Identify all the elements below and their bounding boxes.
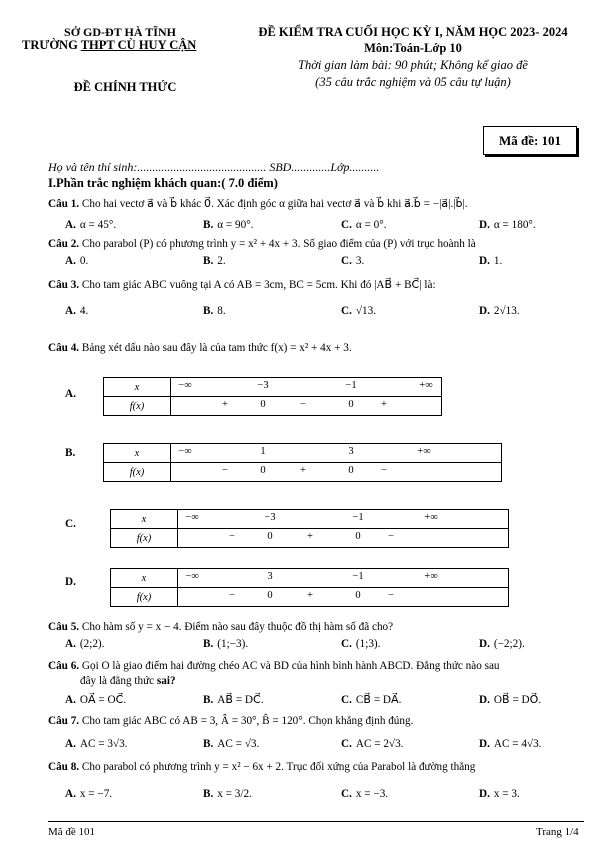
exam-time: Thời gian làm bài: 90 phút; Không kể giao đề [298, 58, 528, 72]
question-3-stem [48, 278, 436, 291]
sign-value: 0 [355, 590, 361, 601]
name-label: Họ và tên thí sinh: [48, 160, 138, 174]
q8-option-c[interactable] [341, 788, 388, 800]
exam-code-box: Mã đề: 101 [483, 126, 577, 155]
q5-option-c[interactable] [341, 638, 380, 650]
footer-exam-code: Mã đề 101 [48, 826, 96, 838]
option-text: AC = 2√3. [355, 738, 404, 750]
option-text: x = −3. [355, 788, 389, 800]
option-text: (1;3). [355, 638, 381, 650]
sign-value: − [229, 531, 235, 542]
x-value: 3 [267, 571, 273, 582]
option-text: (−2;2). [493, 638, 525, 650]
sign-value: + [307, 590, 313, 601]
q7-option-a[interactable] [65, 738, 127, 750]
q5-option-a[interactable] [65, 638, 104, 650]
sign-value: − [229, 590, 235, 601]
option-letter: A. [65, 255, 76, 267]
q1-option-a[interactable] [65, 219, 116, 231]
option-text: CB⃗ = DA⃗. [355, 694, 402, 706]
question-6-stem-cont [80, 675, 176, 687]
fx-header: f(x) [111, 588, 178, 607]
x-value: −3 [257, 380, 269, 391]
sbd-label: SBD [266, 160, 292, 174]
option-letter: B. [203, 694, 214, 706]
x-value: +∞ [419, 380, 433, 391]
option-text: (1;−3). [217, 638, 249, 650]
question-text: Cho parabol (P) có phương trình y = x² + 4x + 3. Số giao điểm của (P) với trục hoành là [81, 238, 476, 250]
question-4-stem [48, 342, 352, 354]
sign-value: 0 [267, 590, 273, 601]
option-letter: C. [341, 255, 352, 267]
option-letter: A. [65, 738, 76, 750]
question-label: Câu 5. [48, 621, 80, 633]
subject: Môn:Toán-Lớp 10 [364, 41, 462, 55]
sign-row [178, 529, 509, 548]
option-letter: B. [203, 305, 214, 317]
sign-row [171, 463, 502, 482]
x-header: x [111, 569, 178, 588]
option-text: OB⃗ = DO⃗. [493, 694, 542, 706]
option-letter: B. [203, 788, 214, 800]
question-text: Gọi O là giao điểm hai đường chéo AC và BD của hình bình hành ABCD. Đẳng thức nào sau [81, 660, 500, 672]
q6-option-c[interactable] [341, 693, 401, 706]
option-text: (2;2). [79, 638, 105, 650]
x-value: 3 [348, 446, 354, 457]
q1-option-b[interactable] [203, 219, 254, 231]
option-text: 4. [79, 305, 89, 317]
option-letter: B. [203, 738, 214, 750]
question-text: Cho hai vectơ a⃗ và b⃗ khác 0⃗. Xác định góc α giữa hai vectơ a⃗ và b⃗ khi a⃗.b⃗ = −|a⃗|.|b⃗|. [81, 198, 468, 210]
x-value: 1 [260, 446, 266, 457]
sign-value: + [381, 399, 387, 410]
question-label: Câu 2. [48, 238, 80, 250]
footer-page-number: Trang 1/4 [536, 826, 579, 838]
sign-row [178, 588, 509, 607]
question-text: Cho hàm số y = x − 4. Điểm nào sau đây thuộc đồ thị hàm số đã cho? [81, 621, 394, 633]
sign-table-c [110, 509, 509, 548]
q5-option-b[interactable] [203, 638, 248, 650]
option-text: α = 0°. [355, 219, 387, 231]
question-7-stem [48, 715, 413, 727]
fx-header: f(x) [104, 397, 171, 416]
option-text: 0. [79, 255, 89, 267]
option-text: 1. [493, 255, 503, 267]
option-text: √13. [355, 305, 377, 317]
section-title: I.Phần trắc nghiệm khách quan:( 7.0 điểm) [48, 176, 278, 190]
option-text: AC = 4√3. [493, 738, 542, 750]
student-info-line [48, 160, 379, 175]
q8-option-a[interactable] [65, 788, 112, 800]
question-label: Câu 7. [48, 715, 80, 727]
q7-option-c[interactable] [341, 738, 403, 750]
table-d-letter[interactable]: D. [65, 576, 76, 588]
q1-option-d[interactable] [479, 219, 536, 231]
option-text: x = 3. [493, 788, 520, 800]
option-letter: B. [203, 638, 214, 650]
q2-option-b[interactable] [203, 255, 226, 267]
sign-value: 0 [348, 465, 354, 476]
option-text: OA⃗ = OC⃗. [79, 694, 127, 706]
q7-option-d[interactable] [479, 738, 541, 750]
official-label: ĐỀ CHÍNH THỨC [73, 80, 177, 94]
option-text: AB⃗ = DC⃗. [217, 694, 264, 706]
class-dots: .......... [349, 160, 380, 174]
sign-value: 0 [260, 465, 266, 476]
q2-option-c[interactable] [341, 255, 364, 267]
option-text: 2. [217, 255, 226, 267]
question-text: Cho tam giác ABC vuông tại A có AB = 3cm, BC = 5cm. Khi đó |AB⃗ + BC⃗| là: [81, 279, 436, 291]
x-value: +∞ [417, 446, 431, 457]
question-label: Câu 4. [48, 342, 80, 354]
q3-option-c[interactable] [341, 305, 376, 317]
sign-value: + [222, 399, 228, 410]
sign-value: + [300, 465, 306, 476]
question-text: Cho tam giác ABC có AB = 3, Â = 30°, B̂ = 120°. Chọn khẳng định đúng. [81, 715, 414, 727]
option-letter: A. [65, 305, 76, 317]
dept-name: SỞ GD-ĐT HÀ TĨNH [64, 25, 176, 39]
option-letter: A. [65, 219, 76, 231]
sign-value: − [388, 531, 394, 542]
option-text: x = −7. [79, 788, 113, 800]
question-label: Câu 3. [48, 279, 80, 291]
x-values-row [171, 378, 442, 397]
option-letter: D. [479, 255, 490, 267]
x-value: −3 [264, 512, 276, 523]
x-header: x [111, 510, 178, 529]
sign-value: − [388, 590, 394, 601]
option-letter: D. [479, 305, 490, 317]
option-letter: C. [341, 305, 352, 317]
option-letter: D. [479, 738, 490, 750]
question-1-stem [48, 197, 468, 210]
option-letter: D. [479, 788, 490, 800]
question-text: Cho parabol có phương trình y = x² − 6x + 2. Trục đối xứng của Parabol là đường thẳng [81, 761, 476, 773]
option-letter: D. [479, 638, 490, 650]
question-text: đây là đẳng thức [80, 675, 155, 687]
q2-option-a[interactable] [65, 255, 88, 267]
class-label: Lớp [330, 160, 350, 174]
question-label: Câu 1. [48, 198, 80, 210]
q1-option-c[interactable] [341, 219, 387, 231]
option-text: α = 90°. [217, 219, 254, 231]
option-letter: D. [479, 219, 490, 231]
sign-value: + [307, 531, 313, 542]
x-header: x [104, 378, 171, 397]
school-name [22, 38, 196, 53]
option-text: AC = 3√3. [79, 738, 128, 750]
question-label: Câu 8. [48, 761, 80, 773]
q2-option-d[interactable] [479, 255, 502, 267]
table-a-letter[interactable]: A. [65, 388, 76, 400]
x-values-row [178, 510, 509, 529]
school-title: THPT CÙ HUY CẬN [80, 38, 197, 52]
sign-value: − [381, 465, 387, 476]
sbd-dots: ............. [291, 160, 331, 174]
option-letter: D. [479, 694, 490, 706]
option-text: x = 3/2. [217, 788, 252, 800]
question-6-stem [48, 660, 500, 672]
x-value: +∞ [424, 512, 438, 523]
table-c-letter[interactable]: C. [65, 518, 76, 530]
question-2-stem [48, 238, 476, 250]
sign-value: 0 [267, 531, 273, 542]
q7-option-b[interactable] [203, 738, 259, 750]
q3-option-b[interactable] [203, 305, 226, 317]
x-value: −∞ [185, 571, 199, 582]
option-text: 3. [355, 255, 365, 267]
sign-row [171, 397, 442, 416]
question-label: Câu 6. [48, 660, 80, 672]
exam-composition: (35 câu trắc nghiệm và 05 câu tự luận) [315, 75, 511, 89]
q6-option-a[interactable] [65, 693, 126, 706]
option-letter: A. [65, 788, 76, 800]
option-letter: A. [65, 638, 76, 650]
sign-table-b [103, 443, 502, 482]
option-letter: C. [341, 219, 352, 231]
sign-table-d [110, 568, 509, 607]
q8-option-b[interactable] [203, 788, 252, 800]
x-values-row [178, 569, 509, 588]
question-text: Bảng xét dấu nào sau đây là của tam thức f(x) = x² + 4x + 3. [81, 342, 352, 354]
name-dots: ........................................... [137, 160, 267, 174]
x-value: −1 [345, 380, 357, 391]
exam-title: ĐỀ KIỂM TRA CUỐI HỌC KỲ I, NĂM HỌC 2023- 2024 [258, 25, 568, 39]
sign-value: 0 [348, 399, 354, 410]
q6-option-b[interactable] [203, 693, 264, 706]
x-value: −∞ [178, 446, 192, 457]
option-letter: C. [341, 694, 352, 706]
sign-value: − [222, 465, 228, 476]
option-letter: B. [203, 255, 214, 267]
question-5-stem [48, 621, 393, 633]
footer-divider [48, 821, 584, 822]
option-letter: C. [341, 738, 352, 750]
q3-option-a[interactable] [65, 305, 88, 317]
question-emphasis: sai? [156, 675, 176, 687]
option-text: α = 45°. [79, 219, 117, 231]
option-letter: A. [65, 694, 76, 706]
q6-option-d[interactable] [479, 693, 541, 706]
option-letter: C. [341, 638, 352, 650]
option-letter: C. [341, 788, 352, 800]
x-header: x [104, 444, 171, 463]
sign-value: 0 [355, 531, 361, 542]
x-value: −1 [352, 571, 364, 582]
option-text: AC = √3. [217, 738, 260, 750]
option-letter: B. [203, 219, 214, 231]
question-8-stem [48, 761, 475, 773]
school-prefix: TRƯỜNG [22, 38, 78, 52]
sign-table-a [103, 377, 442, 416]
x-value: −1 [352, 512, 364, 523]
sign-value: − [300, 399, 306, 410]
option-text: 2√13. [493, 305, 520, 317]
fx-header: f(x) [111, 529, 178, 548]
option-text: 8. [217, 305, 226, 317]
q5-option-d[interactable] [479, 638, 525, 650]
x-value: −∞ [185, 512, 199, 523]
table-b-letter[interactable]: B. [65, 447, 76, 459]
fx-header: f(x) [104, 463, 171, 482]
q8-option-d[interactable] [479, 788, 520, 800]
option-text: α = 180°. [493, 219, 536, 231]
x-value: +∞ [424, 571, 438, 582]
q3-option-d[interactable] [479, 305, 520, 317]
sign-value: 0 [260, 399, 266, 410]
x-value: −∞ [178, 380, 192, 391]
x-values-row [171, 444, 502, 463]
